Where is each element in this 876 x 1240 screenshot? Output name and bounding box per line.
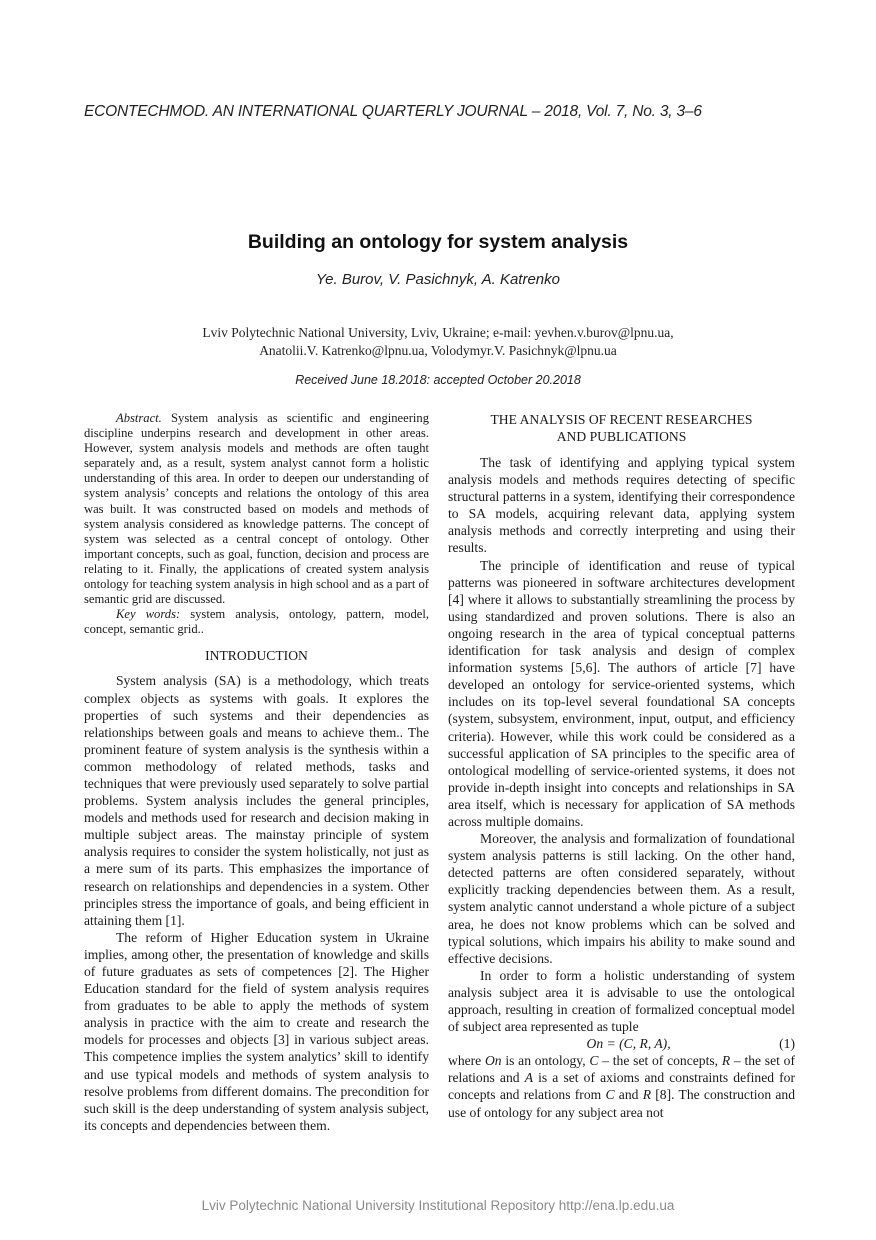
symbol-c: C: [605, 1087, 615, 1103]
text-run: [8]. The construction and use of ontology for any subject area not: [448, 1087, 795, 1120]
article-title: Building an ontology for system analysis: [247, 231, 629, 253]
symbol-on: On: [484, 1053, 502, 1069]
abstract-label: Abstract.: [116, 411, 162, 425]
text-run: – the set of concepts,: [598, 1053, 722, 1069]
keywords-label: Key words:: [116, 607, 181, 622]
text-run: is an ontology,: [501, 1053, 590, 1069]
equation-lhs: On: [586, 1036, 604, 1052]
symbol-a: A: [524, 1070, 533, 1086]
text-run: – the set of relations and: [448, 1053, 795, 1086]
introduction-heading: INTRODUCTION: [205, 648, 308, 664]
recent-research-paragraph: The principle of identification and reuse of typical patterns was pioneered in software architectures development [4] where it allows to substantially streamlining the process by using standardized and proven solutions. There is also an ongoing research in the area of typical conceptual patterns identification for task analysis and design of complex information systems [5,6]. The authors of article [7] have developed an ontology for service-oriented systems, which includes on its top-level several foundational SA concepts (system, subsystem, environment, input, output, and efficiency criteria). However, while this work could be considered as a successful application of SA principles to the specific area of ontological modelling of service-oriented systems, it does not provide in-depth insight into concepts and relationships in SA area itself, which is necessary for application of SA methods across multiple domains.: [448, 557, 795, 829]
text-run: where: [448, 1053, 485, 1069]
repository-footer: Lviv Polytechnic National University Institutional Repository http://ena.lp.edu.ua: [201, 1198, 675, 1213]
symbol-r: R: [642, 1087, 651, 1103]
recent-research-paragraph: The task of identifying and applying typical system analysis models and methods requires detecting of specific structural patterns in a system, identifying their correspondence to SA models, acquiring relevant data, applying system analysis methods and correctly interpreting and using their results.: [448, 455, 795, 556]
equation-expression: [448, 1035, 779, 1052]
recent-research-paragraph: In order to form a holistic understanding of system analysis subject area it is advisable to use the ontological approach, resulting in creation of formalized conceptual model of subject area represented as tuple: [448, 967, 795, 1035]
affiliation-line-1: Lviv Polytechnic National University, Lviv, Ukraine; e-mail: yevhen.v.burov@lpnu.ua,: [202, 325, 674, 340]
introduction-paragraph: System analysis (SA) is a methodology, which treats complex objects as systems with goals. It explores the properties of such systems and their dependencies as relationships between goals and means to achieve them.. The prominent feature of system analysis is the synthesis within a common methodology of related methods, tasks and techniques that were previously used separately to solve partial problems. System analysis includes the general principles, models and methods used for research and decision making in multiple subject areas. The mainstay principle of system analysis requires to consider the system holistically, not just as a mere sum of its parts. This emphasizes the importance of research on relationships and dependencies in a system. Other principles stress the importance of goals, and being efficient in attaining them [1].: [84, 673, 429, 928]
heading-line-2: AND PUBLICATIONS: [556, 429, 687, 444]
affiliation: [0, 324, 876, 360]
left-column: [84, 411, 429, 1134]
abstract-text: System analysis as scientific and engineering discipline underpins research and development in other areas. However, system analysis models and methods are often taught separately and, as a result, system analyst cannot form a holistic understanding of this area. In order to deepen our understanding of system analysis’ concepts and relations the ontology of this area was built. It was constructed based on models and methods of system analysis considered as knowledge patterns. The concept of system was selected as a central concept of ontology. Other important concepts, such as goal, function, decision and process are relating to it. Finally, the applications of created system analysis ontology for teaching system analysis in high school and as a part of semantic grid are discussed.: [84, 411, 429, 607]
heading-line-1: THE ANALYSIS OF RECENT RESEARCHES: [490, 412, 753, 427]
keywords: [84, 607, 429, 637]
introduction-section: [84, 647, 429, 1134]
keywords-text: system analysis, ontology, pattern, model, concept, semantic grid..: [84, 607, 430, 637]
equation-rhs: = (C, R, A),: [603, 1036, 671, 1052]
symbol-c: C: [589, 1053, 599, 1069]
recent-research-heading: [448, 411, 795, 445]
text-run: is a set of axioms and constraints defined for concepts and relations from: [448, 1070, 796, 1103]
text-run: and: [614, 1087, 643, 1103]
equation-explanation: [448, 1052, 795, 1120]
abstract: [84, 411, 429, 607]
article-authors: Ye. Burov, V. Pasichnyk, A. Katrenko: [315, 271, 560, 288]
equation-1: [448, 1035, 795, 1052]
recent-research-paragraph: Moreover, the analysis and formalization of foundational system analysis patterns is still lacking. On the other hand, detected patterns are often considered separately, without explicitly tracking dependencies between them. As a result, system analytic cannot understand a whole picture of a subject area, he does not know problems which can be solved and typical solutions, which impairs his ability to make sound and effective decisions.: [448, 831, 795, 966]
equation-number: (1): [779, 1036, 795, 1052]
journal-header: ECONTECHMOD. AN INTERNATIONAL QUARTERLY JOURNAL – 2018, Vol. 7, No. 3, 3–6: [84, 103, 702, 120]
affiliation-line-2: Anatolii.V. Katrenko@lpnu.ua, Volodymyr.V. Pasichnyk@lpnu.ua: [259, 343, 617, 358]
received-dates: Received June 18.2018: accepted October 20.2018: [295, 373, 581, 387]
right-column: [448, 411, 795, 1121]
introduction-paragraph: The reform of Higher Education system in Ukraine implies, among other, the presentation of knowledge and skills of future graduates as sets of competences [2]. The Higher Education standard for the field of system analysis requires from graduates to be able to apply the methods of system analysis in practice with the aim to create and research the models for processes and objects [3] in various subject areas. This competence implies the system analytics’ skill to identify and use typical models and methods of system analysis to resolve problems from different domains. The precondition for such skill is the deep understanding of system analysis subject, its concepts and dependencies between them.: [84, 929, 429, 1133]
symbol-r: R: [721, 1053, 731, 1069]
